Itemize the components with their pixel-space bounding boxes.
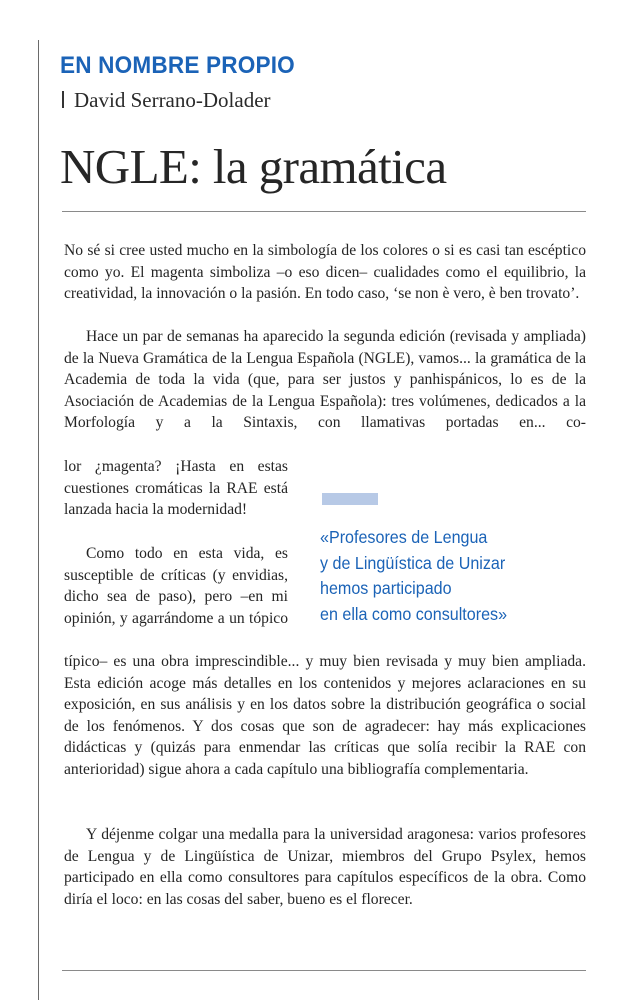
body-paragraph-3-continued: típico– es una obra imprescindible... y muy bien revisada y muy bien ampliada. Esta edición acoge más detalles en los contenidos y mejores aclaraciones en su exposición, en sus análisis y en los datos sobre la distribución geográfica o social de los fenómenos. Y dos cosas que son de agradecer: hay más explicaciones didácticas y (quizás para enmendar las críticas que solía recibir la RAE con anterioridad) sigue ahora a cada capítulo una bibliografía complementaria. xyxy=(64,653,586,778)
body-paragraph-2-continued: lor ¿magenta? ¡Hasta en estas cuestiones cromáticas la RAE está lanzada hacia la modernidad! xyxy=(64,458,288,519)
body-paragraph-1: No sé si cree usted mucho en la simbología de los colores o si es casi tan escéptico como yo. El magenta simboliza –o eso dicen– cualidades como el equilibrio, la creatividad, la innovación o la pasión. En todo caso, ‘se non è vero, è ben trovato’. xyxy=(64,242,586,303)
pull-quote-line: «Profesores de Lengua xyxy=(320,527,488,547)
pull-quote-line: hemos participado xyxy=(320,578,452,599)
pull-quote-line: en ella como consultores» xyxy=(320,603,508,624)
body-paragraph-3: Como todo en esta vida, es susceptible de críticas (y envidias, dicho sea de paso), pero –en mi opinión, y agarrándome a un tópico xyxy=(64,545,288,627)
byline-bar xyxy=(62,91,64,108)
byline xyxy=(62,88,271,113)
column-left-rule xyxy=(38,40,39,1000)
section-label: EN NOMBRE PROPIO xyxy=(60,52,295,79)
pull-quote-line: y de Lingüística de Unizar xyxy=(320,552,506,573)
pull-quote-accent-bar xyxy=(322,493,378,505)
body-paragraph-2: Hace un par de semanas ha aparecido la segunda edición (revisada y ampliada) de la Nueva Gramática de la Lengua Española (NGLE), vamos... la gramática de la Academia de toda la vida (que, para ser justos y panhispánicos, lo es de la Asociación de Academias de la Lengua Española): tres volúmenes, dedicados a la Morfología y a la Sintaxis, con llamativas portadas en... co- xyxy=(64,328,586,432)
headline-divider xyxy=(62,211,586,212)
pull-quote xyxy=(320,525,561,627)
headline: NGLE: la gramática xyxy=(60,139,447,194)
bottom-divider xyxy=(62,970,586,971)
author-name: David Serrano-Dolader xyxy=(74,88,271,112)
body-paragraph-4: Y déjenme colgar una medalla para la universidad aragonesa: varios profesores de Lengua y de Lingüística de Unizar, miembros del Grupo Psylex, hemos participado en ella como consultores para capítulos específicos de la obra. Como diría el loco: en las cosas del saber, bueno es el florecer. xyxy=(64,826,586,908)
